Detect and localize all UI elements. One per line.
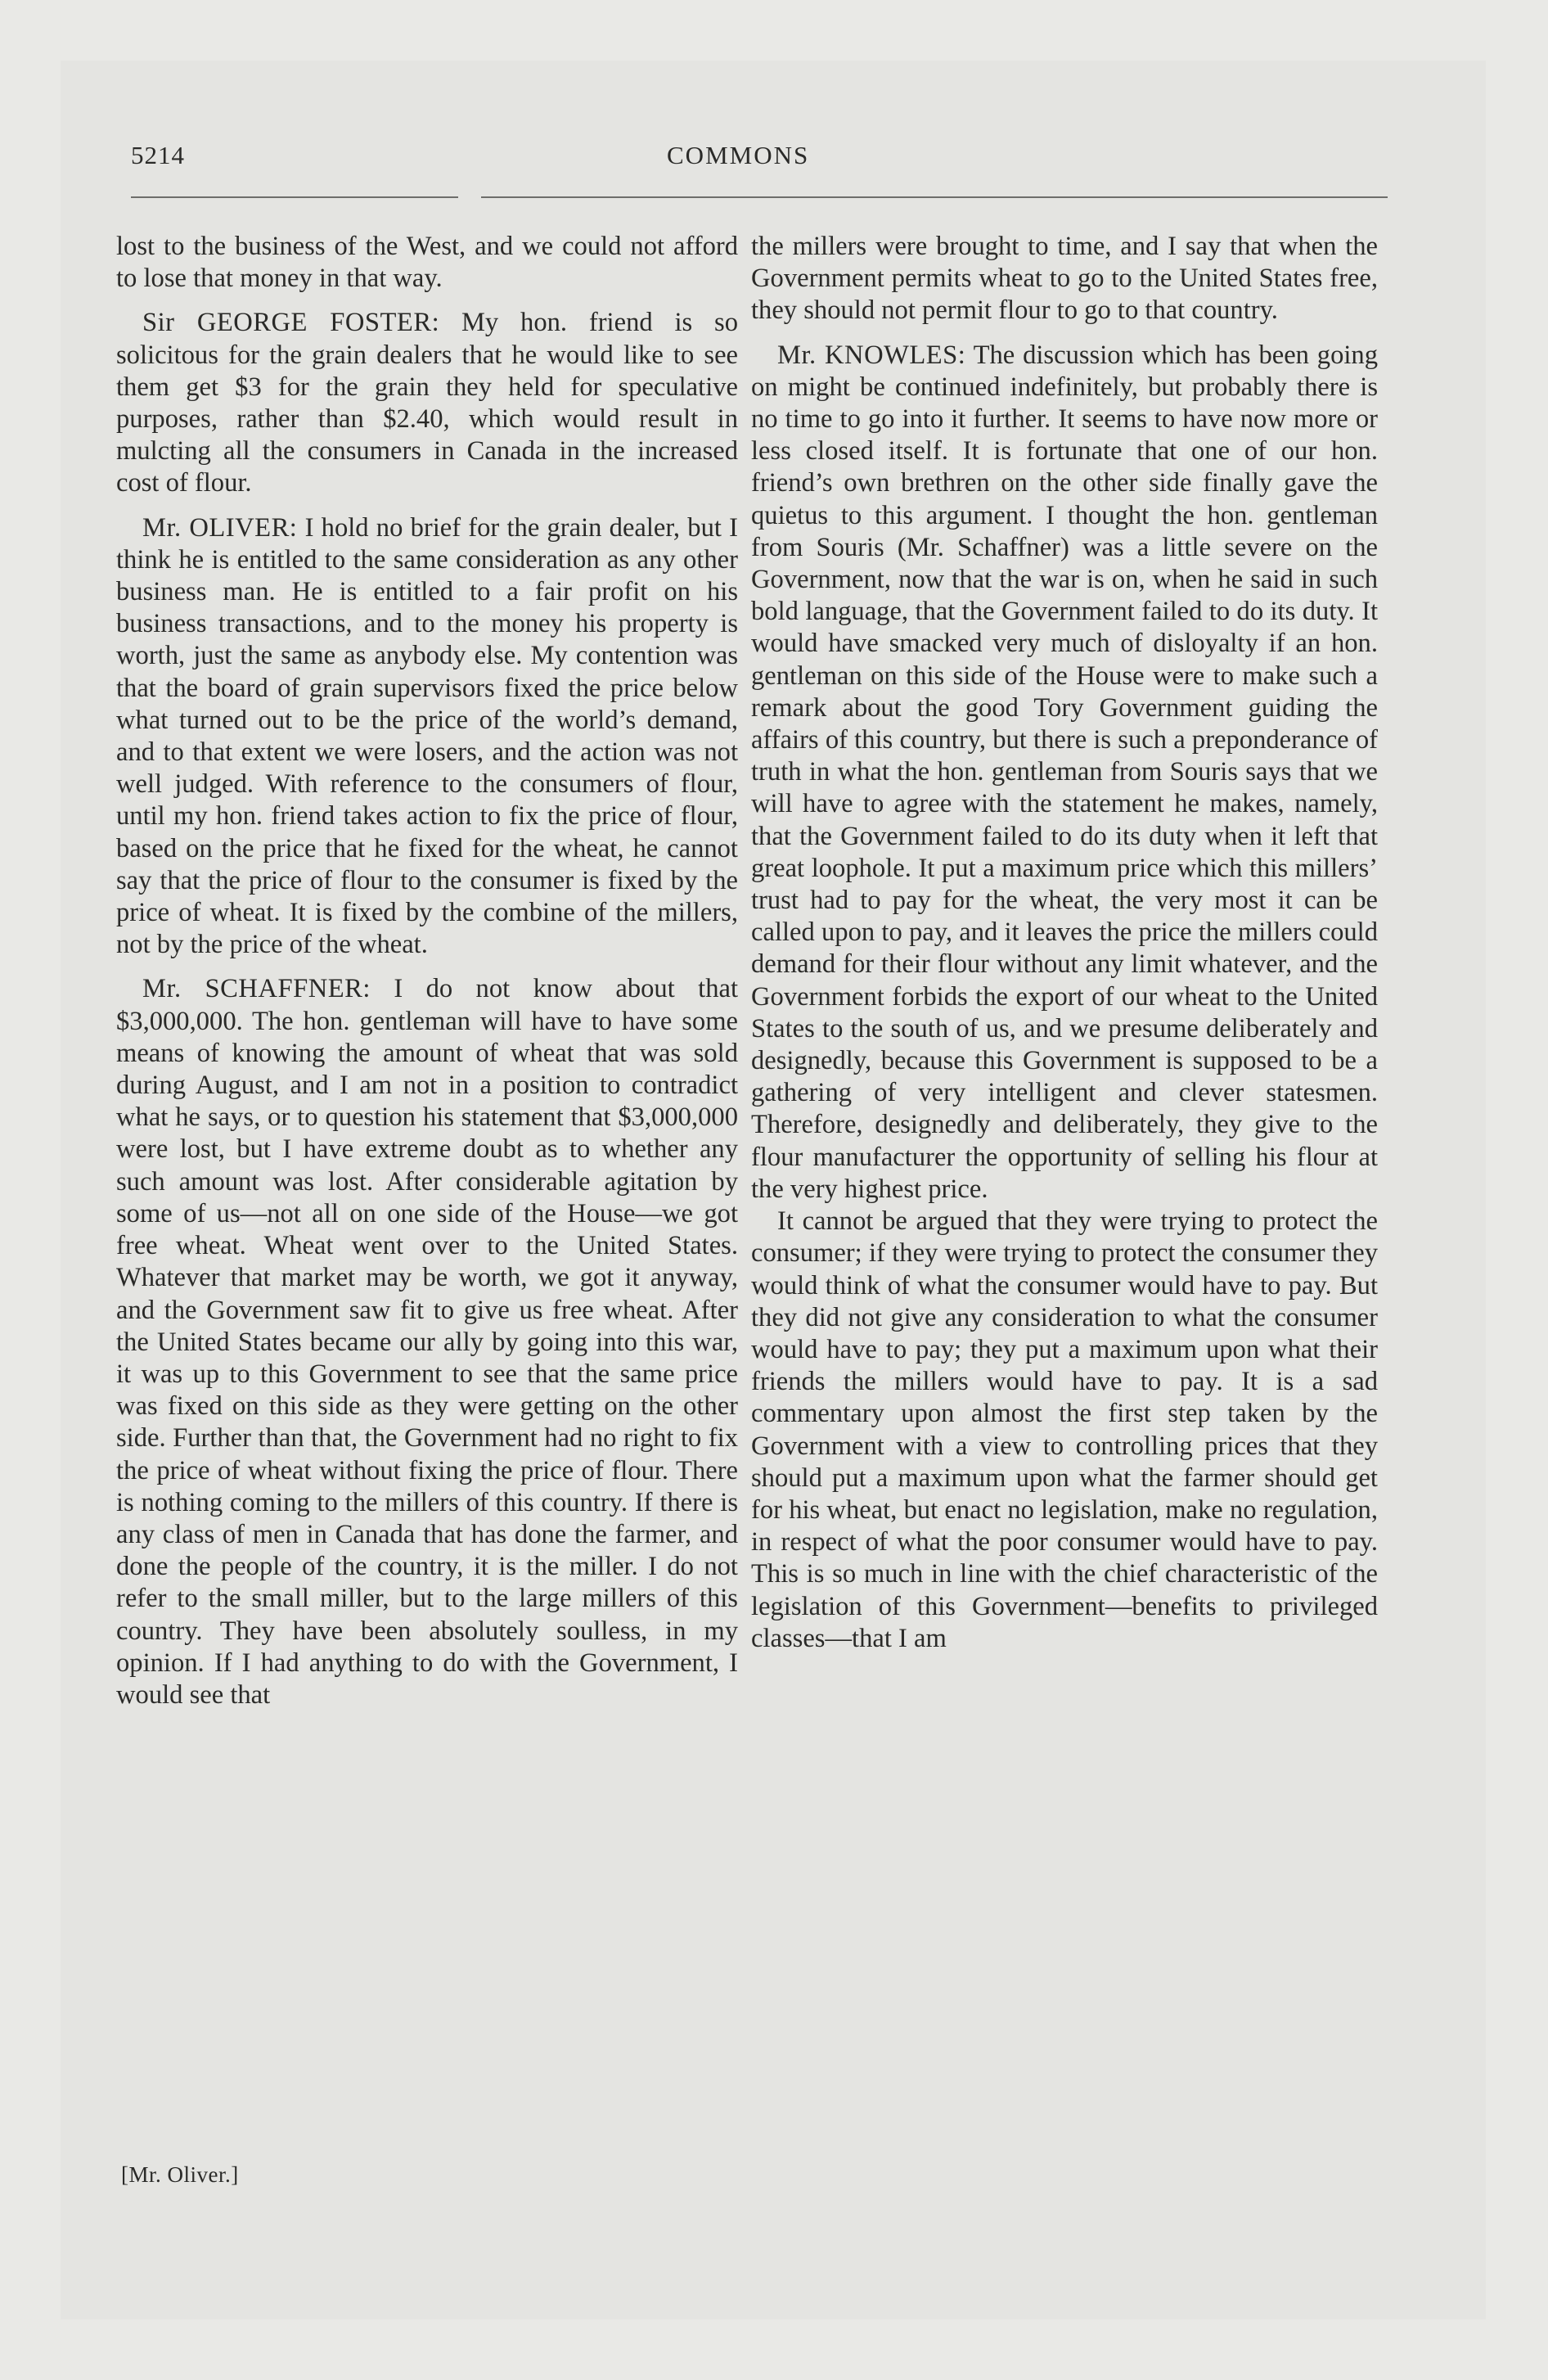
speech-text: The discussion which has been going on might be continued indefinitely, but probably there is no time to go into it further. It seems to have now more or less closed itself. It is fortunate that one of our hon. friend’s own brethren on the other side finally gave the quietus to this argument. I thought the hon. gentleman from Souris (Mr. Schaffner) was a little severe on the Government, now that the war is on, when he said in such bold language, that the Government failed to do its duty. It would have smacked very much of disloyalty if an hon. gentleman on this side of the House were to make such a remark about the good Tory Government guiding the affairs of this country, but there is such a preponderance of truth in what the hon. gentleman from Souris says that we will have to agree with the statement he makes, namely, that the Government failed to do its duty when it left that great loophole. It put a maximum price which this millers’ trust had to pay for the wheat, the very most it can be called upon to pay, and it leaves the price the millers could demand for their flour without any limit whatever, and the Government forbids the export of our wheat to the United States to the south of us, and we presume deliberately and designedly, because this Government is supposed to be a gathering of very intelligent and clever statesmen. Therefore, designedly and deliberately, they give to the flour manufacturer the opportunity of selling his flour at the very highest price. bbox=[751, 340, 1379, 1204]
header-rule-right bbox=[481, 196, 1388, 198]
paragraph: lost to the business of the West, and we could not afford to lose that money in that way. bbox=[116, 232, 738, 294]
header-rule-left bbox=[131, 196, 458, 198]
paragraph bbox=[116, 307, 738, 499]
right-column bbox=[751, 231, 1378, 1655]
paragraph bbox=[116, 512, 738, 962]
speech-text: I hold no brief for the grain dealer, but I think he is entitled to the same consideration as any other business man. He is entitled to a fair profit on his business transactions, and to the money his property is worth, just the same as anybody else. My contention was that the board of grain supervisors fixed the price below what turned out to be the price of the world’s demand, and to that extent we were losers, and the action was not well judged. With reference to the consumers of flour, until my hon. friend takes action to fix the price of flour, based on the price that he fixed for the wheat, he cannot say that the price of flour to the consumer is fixed by the price of wheat. It is fixed by the combine of the millers, not by the price of the wheat. bbox=[116, 512, 738, 960]
section-title: COMMONS bbox=[667, 141, 810, 169]
paragraph bbox=[116, 973, 738, 1711]
speaker-attribution: [Mr. Oliver.] bbox=[121, 2162, 239, 2187]
speech-text: My hon. friend is so solicitous for the grain dealers that he would like to see them get $3 for the grain they held for speculative purposes, rather than $2.40, which would result in mulcting all the consumers in Canada in the increased cost of flour. bbox=[116, 308, 738, 498]
paragraph: It cannot be argued that they were trying to protect the consumer; if they were trying to protect the consumer they would think of what the consumer would have to pay. But they did not give any consideration to what the consumer would have to pay; they put a maximum upon what their friends the millers would have to pay. It is a sad commentary upon almost the first step taken by the Government with a view to controlling prices that they should put a maximum upon what the farmer should get for his wheat, but enact no legislation, make no regulation, in respect of what the poor consumer would have to pay. This is so much in line with the chief characteristic of the legislation of this Government—benefits to privileged classes—that I am bbox=[751, 1206, 1378, 1653]
speaker-name: Mr. OLIVER: bbox=[142, 512, 298, 543]
speaker-name: Mr. SCHAFFNER: bbox=[142, 974, 371, 1004]
page-number: 5214 bbox=[131, 141, 185, 169]
running-head bbox=[131, 141, 1391, 174]
paragraph bbox=[751, 340, 1378, 1206]
left-column bbox=[116, 231, 738, 1711]
paragraph: the millers were brought to time, and I say that when the Government permits wheat to go to the United States free, they should not permit flour to go to that country. bbox=[751, 232, 1378, 326]
speaker-name: Mr. KNOWLES: bbox=[777, 340, 966, 370]
speaker-name: Sir GEORGE FOSTER: bbox=[142, 308, 440, 338]
speech-text: I do not know about that $3,000,000. The hon. gentleman will have to have some means of knowing the amount of wheat that was sold during August, and I am not in a position to contradict what he says, or to question his statement that $3,000,000 were lost, but I have extreme doubt as to whether any such amount was lost. After considerable agitation by some of us—not all on one side of the House—we got free wheat. Wheat went over to the United States. Whatever that market may be worth, we got it anyway, and the Government saw fit to give us free wheat. After the United States became our ally by going into this war, it was up to this Government to see that the same price was fixed on this side as they were getting on the other side. Further than that, the Government had no right to fix the price of wheat without fixing the price of flour. There is nothing coming to the millers of this country. If there is any class of men in Canada that has done the farmer, and done the people of the country, it is the miller. I do not refer to the small miller, but to the large millers of this country. They have been absolutely soulless, in my opinion. If I had anything to do with the Government, I would see that bbox=[116, 974, 739, 1710]
